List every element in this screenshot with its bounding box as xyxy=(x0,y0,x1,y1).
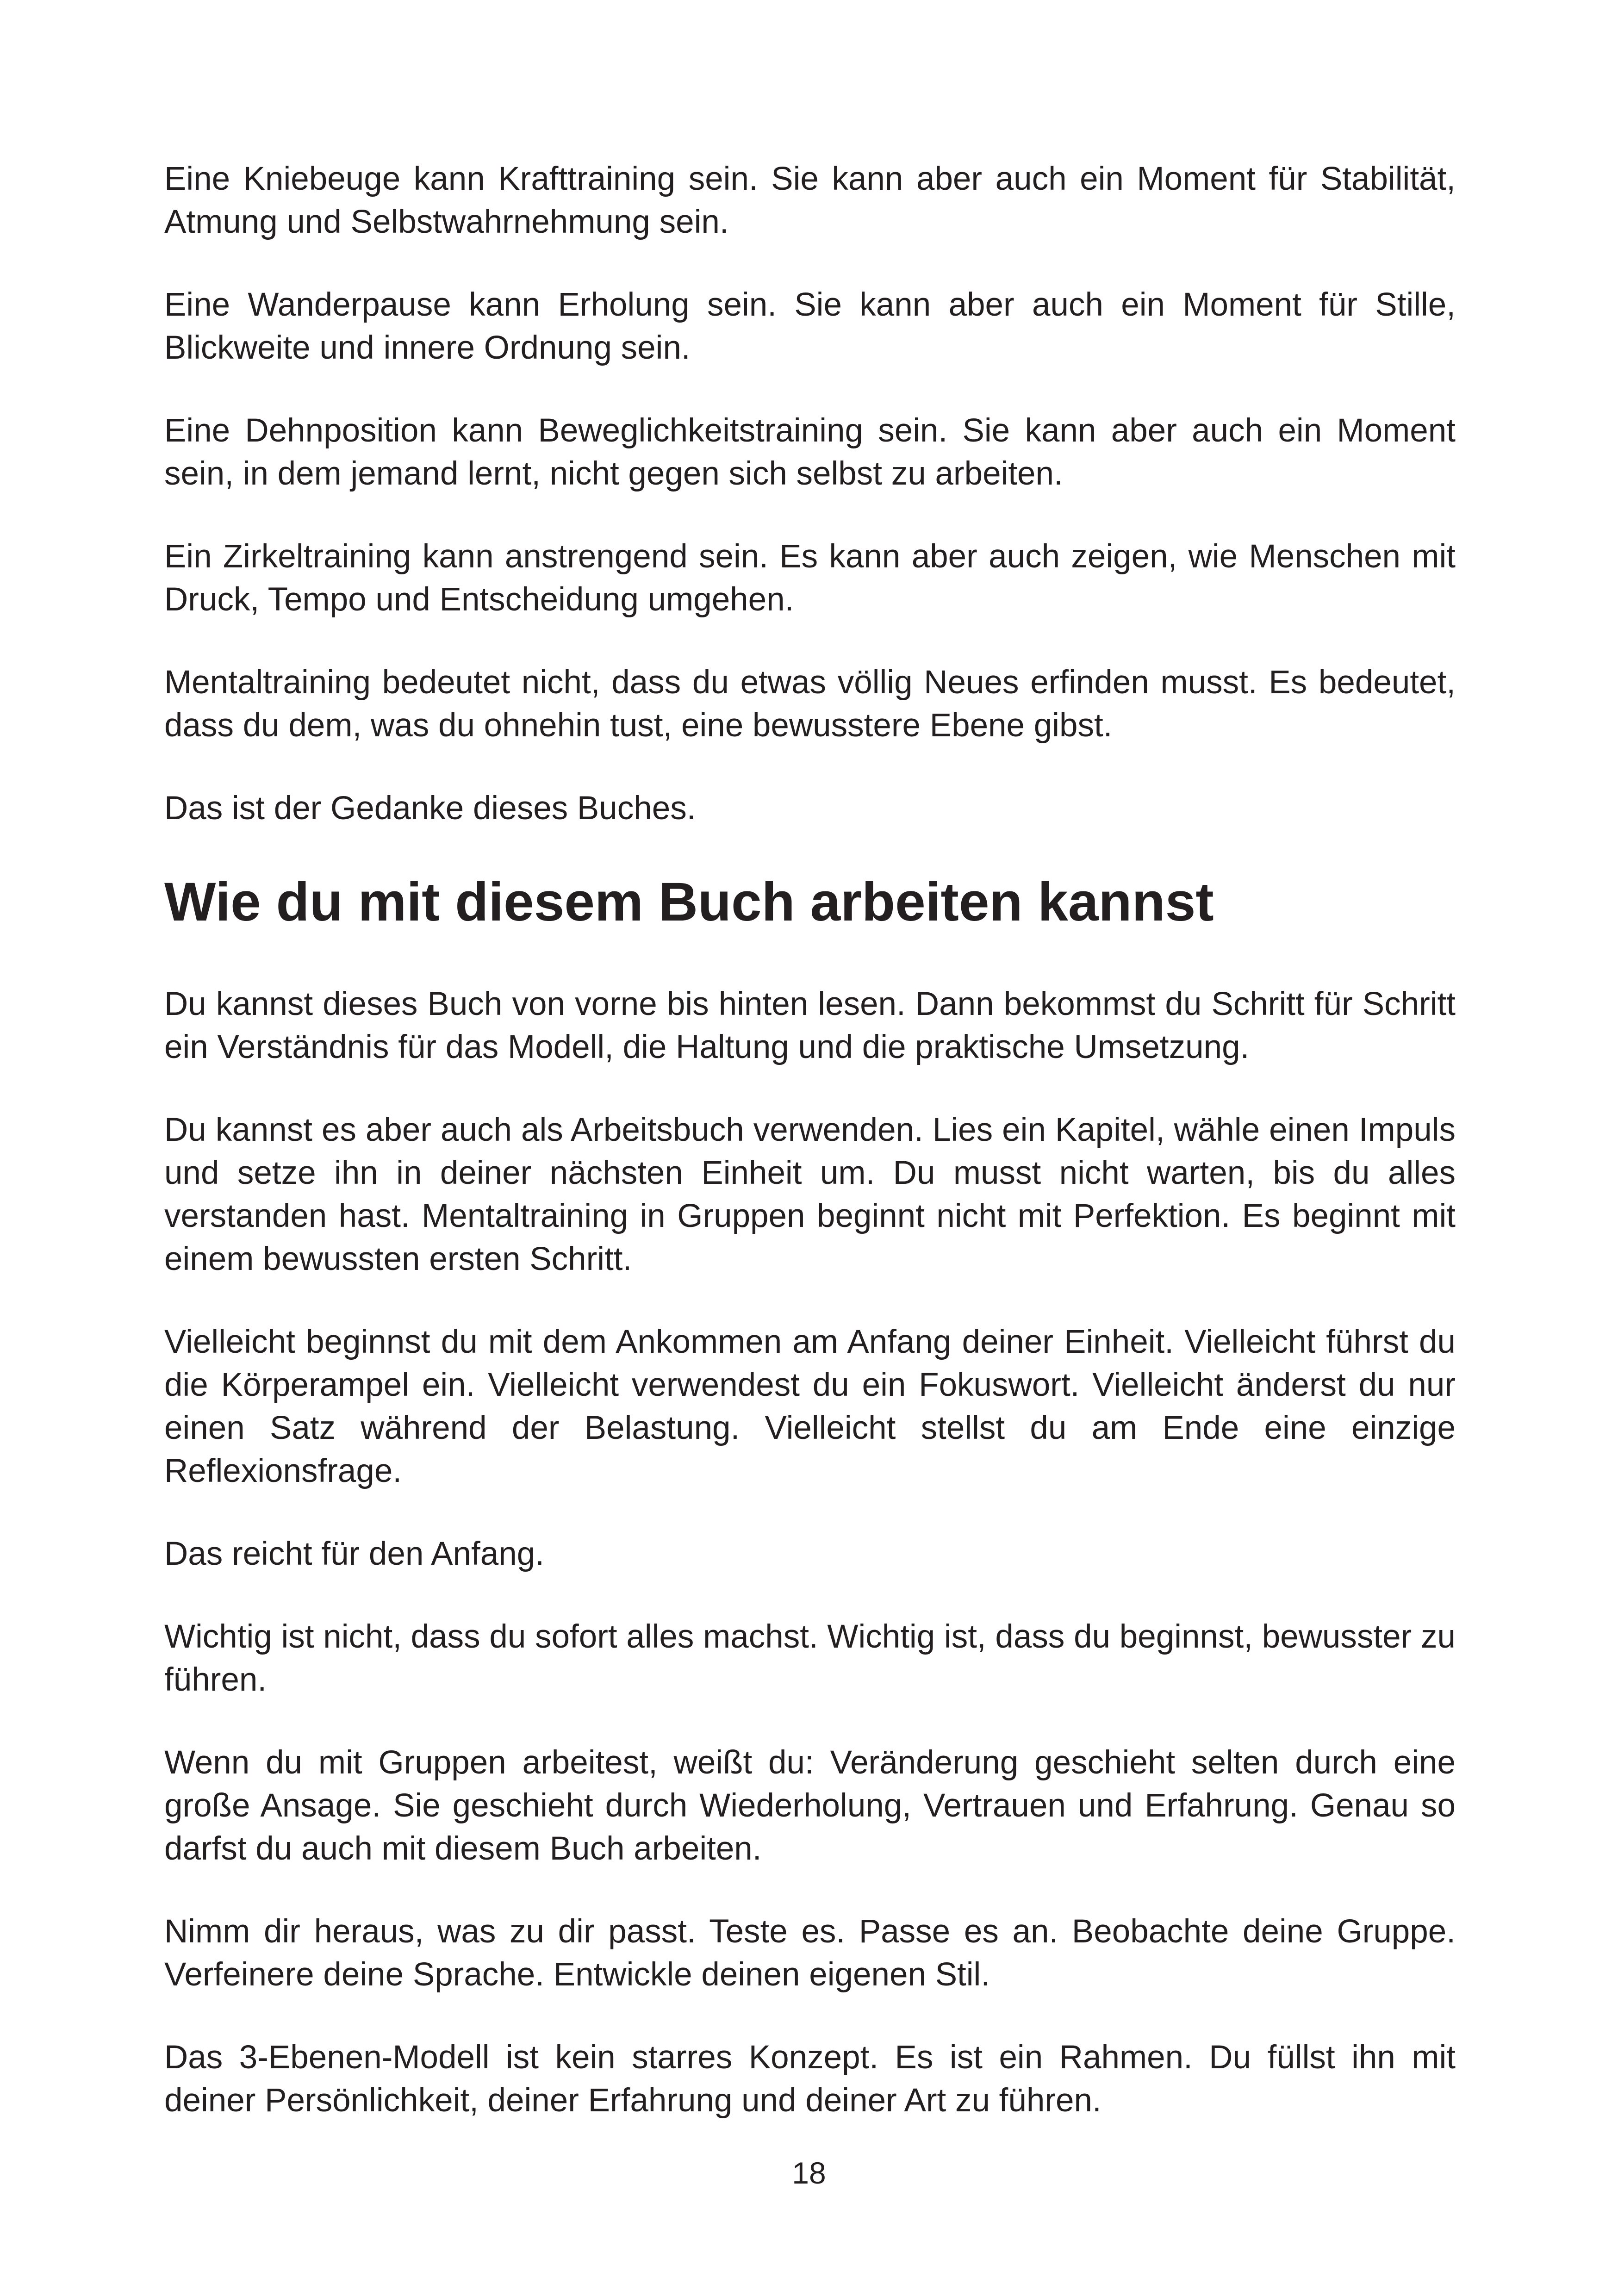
paragraph-lesen: Du kannst dieses Buch von vorne bis hinten lesen. Dann bekommst du Schritt für Schritt ein Verständnis für das Modell, die Haltung und die praktische Umsetzung. xyxy=(164,986,1456,1065)
page-number: 18 xyxy=(792,2156,826,2190)
paragraph-arbeitsbuch: Du kannst es aber auch als Arbeitsbuch verwenden. Lies ein Kapitel, wähle einen Impuls und setze ihn in deiner nächsten Einheit um. Du musst nicht warten, bis du alles verstanden hast. Mentaltraining in Gruppen beginnt nicht mit Perfektion. Es beginnt mit einem bewussten ersten Schritt. xyxy=(164,1112,1456,1277)
paragraph-gedanke: Das ist der Gedanke dieses Buches. xyxy=(164,790,696,827)
paragraph-modell: Das 3-Ebenen-Modell ist kein starres Konzept. Es ist ein Rahmen. Du füllst ihn mit deiner Persönlichkeit, deiner Erfahrung und deiner Art zu führen. xyxy=(164,2039,1456,2119)
paragraph-anfang: Das reicht für den Anfang. xyxy=(164,1536,544,1572)
section-heading: Wie du mit diesem Buch arbeiten kannst xyxy=(164,871,1214,933)
paragraph-gruppen: Wenn du mit Gruppen arbeitest, weißt du: Veränderung geschieht selten durch eine große Ansage. Sie geschieht durch Wiederholung, Vertrauen und Erfahrung. Genau so darfst du auch mit diesem Buch arbeiten. xyxy=(164,1744,1456,1867)
paragraph-wichtig: Wichtig ist nicht, dass du sofort alles machst. Wichtig ist, dass du beginnst, bewusster zu führen. xyxy=(164,1618,1456,1698)
paragraph-nimm: Nimm dir heraus, was zu dir passt. Teste es. Passe es an. Beobachte deine Gruppe. Verfeinere deine Sprache. Entwickle deinen eigenen Stil. xyxy=(164,1913,1456,1993)
paragraph-zirkeltraining: Ein Zirkeltraining kann anstrengend sein. Es kann aber auch zeigen, wie Menschen mit Druck, Tempo und Entscheidung umgehen. xyxy=(164,538,1456,618)
paragraph-dehnposition: Eine Dehnposition kann Beweglichkeitstraining sein. Sie kann aber auch ein Moment sein, in dem jemand lernt, nicht gegen sich selbst zu arbeiten. xyxy=(164,412,1456,492)
paragraph-mentaltraining: Mentaltraining bedeutet nicht, dass du etwas völlig Neues erfinden musst. Es bedeutet, dass du dem, was du ohnehin tust, eine bewusstere Ebene gibst. xyxy=(164,664,1456,744)
page-content xyxy=(164,157,1456,2162)
paragraph-wanderpause: Eine Wanderpause kann Erholung sein. Sie kann aber auch ein Moment für Stille, Blickweite und innere Ordnung sein. xyxy=(164,286,1456,366)
paragraph-kniebeuge: Eine Kniebeuge kann Krafttraining sein. Sie kann aber auch ein Moment für Stabilität, Atmung und Selbstwahrnehmung sein. xyxy=(164,161,1456,240)
paragraph-vielleicht: Vielleicht beginnst du mit dem Ankommen am Anfang deiner Einheit. Vielleicht führst du die Körperampel ein. Vielleicht verwendest du ein Fokuswort. Vielleicht änderst du nur einen Satz während der Belastung. Vielleicht stellst du am Ende eine einzige Reflexionsfrage. xyxy=(164,1324,1456,1489)
